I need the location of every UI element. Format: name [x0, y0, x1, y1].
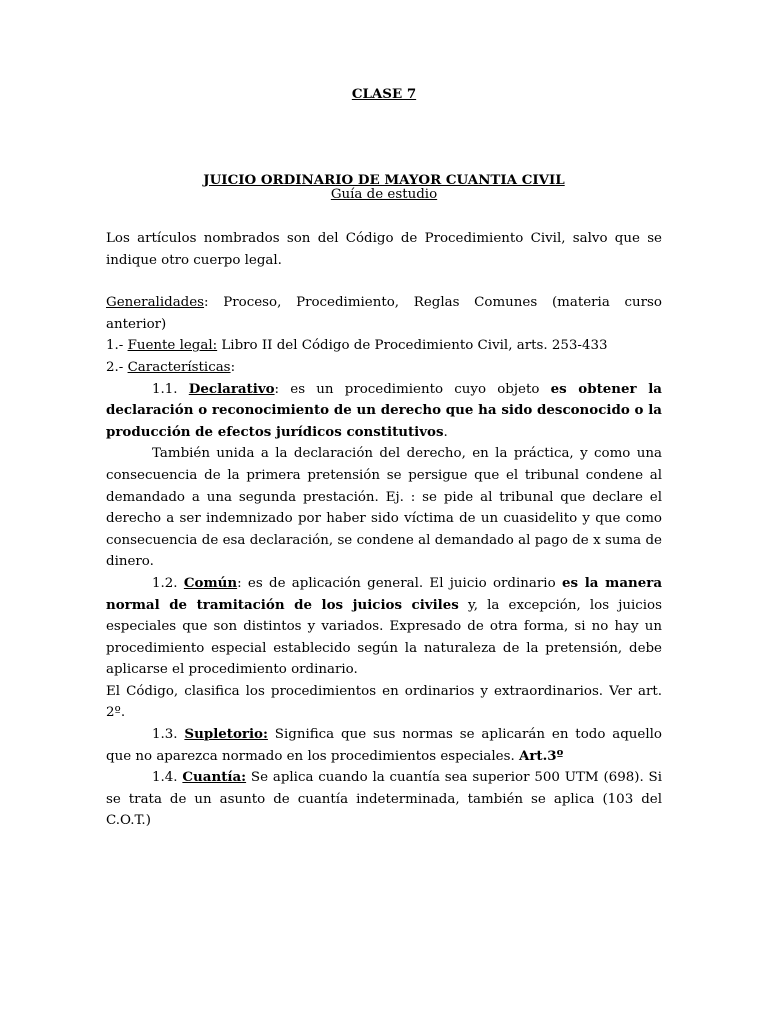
document-title: [0, 172, 768, 188]
document-subtitle: [0, 187, 768, 203]
comun-paragraph: 1.2. Común: es de aplicación general. El juicio ordinario es la manera normal de tramitación de los juicios civiles y, la excepción, los juicios especiales que son distintos y variados. Expresado de otra forma, si no hay un procedimiento especial establecido según la naturaleza de la pretensión, debe aplicarse el procedimiento ordinario.: [106, 574, 663, 678]
tambien-paragraph: También unida a la declaración del derecho, en la práctica, y como una consecuencia de la primera pretensión se persigue que el tribunal condene al demandado a una segunda prestación. Ej. : se pide al tribunal que declare el derecho a ser indemnizado por haber sido víctima de un cuasidelito y que como consecuencia de esa declaración, se condene al demandado al pago de x suma de dinero.: [106, 446, 662, 570]
comun-label: Común: [183, 574, 238, 591]
declarativo-label: Declarativo: [188, 380, 275, 397]
supletorio-label: Supletorio:: [184, 726, 268, 743]
caracteristicas-label: Características: [127, 359, 231, 375]
cuantia-label: Cuantía:: [182, 769, 247, 786]
caracteristicas-heading: 2.- Características:: [106, 359, 236, 375]
fuente-legal-paragraph: 1.- Fuente legal: Libro II del Código de Procedimiento Civil, arts. 253-433: [106, 338, 608, 354]
intro-paragraph: Los artículos nombrados son del Código de Procedimiento Civil, salvo que se indique otro cuerpo legal.: [106, 231, 662, 268]
generalidades-label: Generalidades: [106, 295, 205, 311]
document-subtitle-text: Guía de estudio: [330, 187, 438, 202]
supletorio-paragraph: 1.3. Supletorio: Significa que sus normas se aplicarán en todo aquello que no aparezca normado en los procedimientos especiales. Art.3º: [106, 726, 662, 764]
document-body: [106, 228, 662, 832]
fuente-legal-label: Fuente legal:: [127, 338, 218, 354]
cuantia-paragraph: 1.4. Cuantía: Se aplica cuando la cuantía sea superior 500 UTM (698). Si se trata de un asunto de cuantía indeterminada, también se aplica (103 del C.O.T.): [106, 769, 662, 829]
class-heading: [0, 86, 768, 102]
generalidades-paragraph: Generalidades: Proceso, Procedimiento, Reglas Comunes (materia curso anterior): [106, 295, 662, 332]
class-heading-text: CLASE 7: [351, 86, 417, 102]
declarativo-paragraph: 1.1. Declarativo: es un procedimiento cuyo objeto es obtener la declaración o reconocimiento de un derecho que ha sido desconocido o la producción de efectos jurídicos constitutivos.: [106, 380, 662, 440]
codigo-paragraph: El Código, clasifica los procedimientos en ordinarios y extraordinarios. Ver art. 2º.: [106, 683, 662, 721]
document-title-text: JUICIO ORDINARIO DE MAYOR CUANTIA CIVIL: [203, 172, 565, 188]
